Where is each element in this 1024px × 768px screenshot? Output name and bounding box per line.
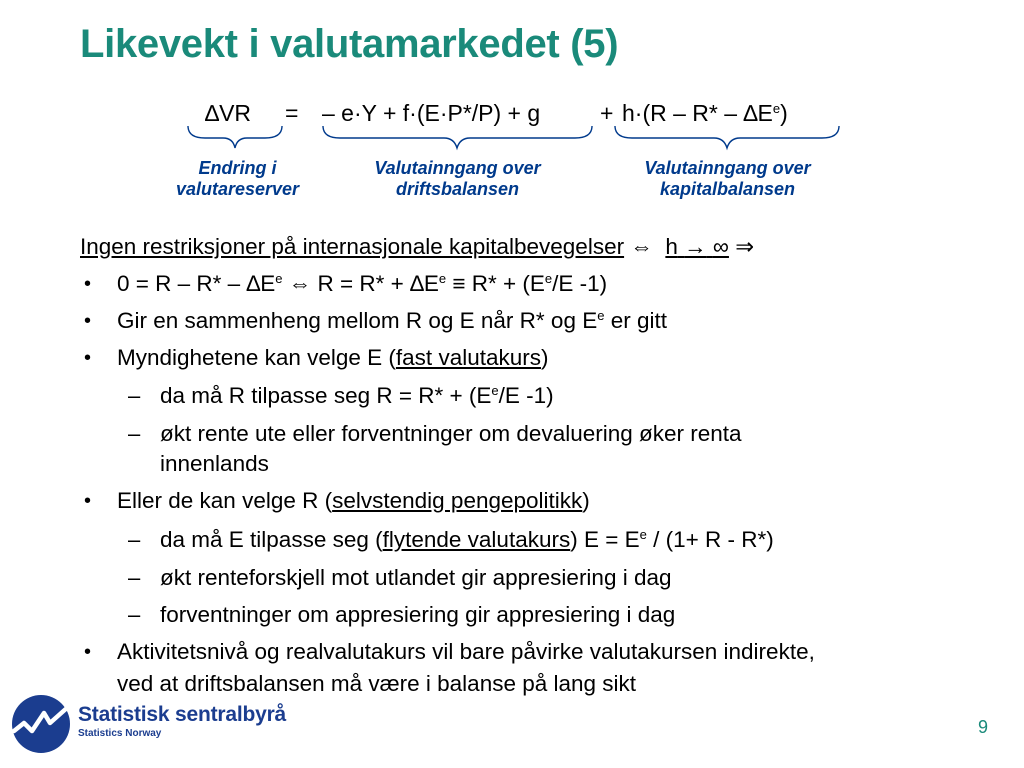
iff-symbol: ⇔ xyxy=(630,234,653,259)
superscript-e: e xyxy=(438,271,447,286)
sub-bullet-1 xyxy=(160,383,554,409)
b1-e1: E xyxy=(260,271,276,296)
label-current-line2: driftsbalansen xyxy=(395,179,520,199)
sub-bullet-2-line1: økt rente ute eller forventninger om devaluering øker renta xyxy=(160,421,742,446)
equation-lhs xyxy=(205,100,251,127)
superscript-e: e xyxy=(275,271,283,286)
b2-text-b: er gitt xyxy=(610,308,667,333)
bullet-marker: • xyxy=(84,490,92,512)
underbrace-current-account xyxy=(320,124,595,152)
iff-symbol: ⇔ xyxy=(288,271,312,296)
dash-marker: – xyxy=(128,565,141,590)
fixed-exchange-rate-term: fast valutakurs xyxy=(395,345,541,370)
label-reserves xyxy=(150,158,325,200)
dash-marker: – xyxy=(128,421,141,446)
intro-h: h xyxy=(665,234,678,259)
s1-text-a: da må R tilpasse seg R = R* + (E xyxy=(160,383,492,408)
equation-term-capital-account xyxy=(622,100,788,127)
equation-term2-prefix: h·(R – R* – xyxy=(622,100,744,126)
bullet-marker: • xyxy=(84,273,92,295)
bullet-5-line1: Aktivitetsnivå og realvalutakurs vil bare påvirke valutakursen indirekte, xyxy=(117,639,815,664)
logo-subtitle: Statistics Norway xyxy=(78,728,162,739)
delta-symbol: ∆ xyxy=(205,100,220,126)
page-number: 9 xyxy=(977,717,988,737)
b3-text-b: ) xyxy=(541,345,549,370)
s1-text-b: /E -1) xyxy=(498,383,554,408)
delta-symbol: ∆ xyxy=(743,100,758,126)
floating-exchange-rate-term: flytende valutakurs xyxy=(382,527,571,552)
delta-symbol: ∆ xyxy=(410,271,424,296)
slide-title: Likevekt i valutamarkedet (5) xyxy=(80,22,619,66)
bullet-marker: • xyxy=(84,310,92,332)
implies-symbol: ⇒ xyxy=(735,234,755,259)
ssb-logo-icon xyxy=(10,693,72,755)
sub-bullet-5: forventninger om appresiering gir appresiering i dag xyxy=(160,602,676,627)
independent-monetary-policy-term: selvstendig pengepolitikk xyxy=(332,488,583,513)
dash-marker: – xyxy=(128,602,141,627)
equation-term2-e: E xyxy=(757,100,773,126)
sub-bullet-4: økt renteforskjell mot utlandet gir appresiering i dag xyxy=(160,565,672,590)
bullet-2 xyxy=(117,308,667,334)
equiv-symbol: ≡ xyxy=(452,271,466,296)
label-reserves-line2: valutareserver xyxy=(175,179,300,199)
bullet-marker: • xyxy=(84,641,92,663)
dash-marker: – xyxy=(128,383,141,408)
b4-text-b: ) xyxy=(582,488,590,513)
b1-e2: E xyxy=(423,271,439,296)
bullet-3 xyxy=(117,345,549,371)
label-capital-line2: kapitalbalansen xyxy=(659,179,796,199)
sub-bullet-3 xyxy=(160,527,774,553)
label-reserves-line1: Endring i xyxy=(198,158,277,178)
superscript-e: e xyxy=(639,527,647,542)
infinity-symbol: ∞ xyxy=(712,234,729,259)
b1-text-d: /E -1) xyxy=(552,271,608,296)
dash-marker: – xyxy=(128,527,141,552)
label-capital-account xyxy=(610,158,845,200)
equation-equals: = xyxy=(285,100,299,126)
equation-term2-close: ) xyxy=(780,100,788,126)
b4-text-a: Eller de kan velge R ( xyxy=(117,488,333,513)
superscript-e: e xyxy=(597,308,605,323)
bullet-5-line2: ved at driftsbalansen må være i balanse på lang sikt xyxy=(117,671,637,696)
sub-bullet-2-line2: innenlands xyxy=(160,451,269,476)
s3-text-a: da må E tilpasse seg ( xyxy=(160,527,383,552)
superscript-e: e xyxy=(772,101,781,116)
equation-lhs-text: VR xyxy=(219,100,252,126)
equation-plus: + xyxy=(600,100,614,126)
s3-text-b: ) E = E xyxy=(570,527,640,552)
delta-symbol: ∆ xyxy=(246,271,261,296)
intro-underlined: Ingen restriksjoner på internasjonale kapitalbevegelser xyxy=(80,234,625,259)
logo-name: Statistisk sentralbyrå xyxy=(78,703,287,726)
equation-term-current-account: – e·Y + f·(E·P*/P) + g xyxy=(322,100,541,126)
b3-text-a: Myndighetene kan velge E ( xyxy=(117,345,396,370)
superscript-e: e xyxy=(491,383,499,398)
b1-text-b: R = R* + xyxy=(317,271,411,296)
underbrace-reserves xyxy=(185,124,285,152)
s3-text-c: / (1+ R - R*) xyxy=(653,527,774,552)
underbrace-capital-account xyxy=(612,124,842,152)
b1-text-a: 0 = R – R* – xyxy=(117,271,247,296)
intro-line xyxy=(80,234,754,260)
bullet-4 xyxy=(117,488,590,514)
bullet-marker: • xyxy=(84,347,92,369)
label-current-account xyxy=(340,158,575,200)
label-capital-line1: Valutainngang over xyxy=(644,158,811,178)
superscript-e: e xyxy=(544,271,553,286)
b1-text-c: R* + (E xyxy=(471,271,545,296)
label-current-line1: Valutainngang over xyxy=(374,158,541,178)
arrow-symbol: → xyxy=(684,234,707,259)
b2-text-a: Gir en sammenheng mellom R og E når R* og E xyxy=(117,308,598,333)
bullet-1 xyxy=(117,271,607,297)
